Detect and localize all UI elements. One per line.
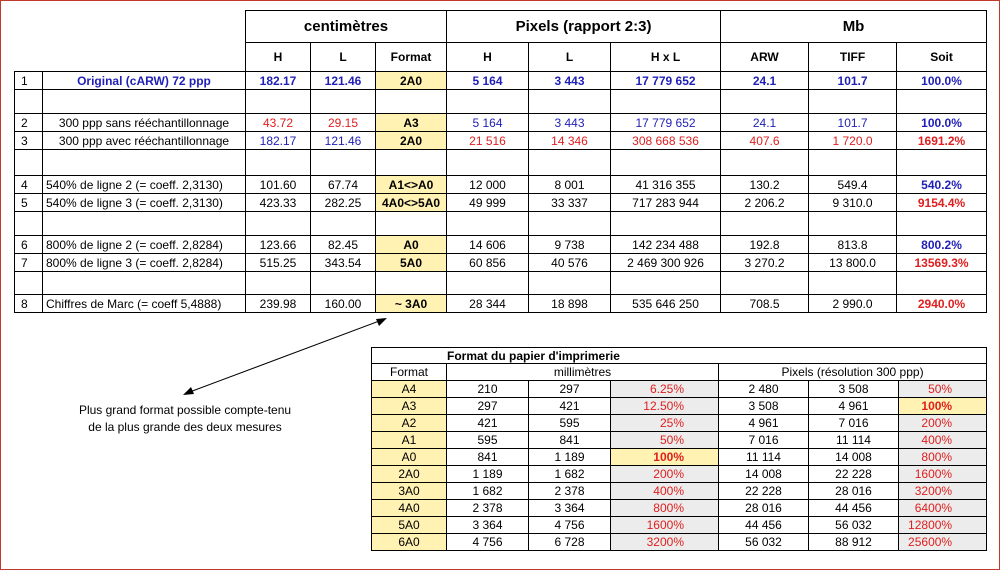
row-label: 300 ppp avec rééchantillonnage bbox=[43, 132, 246, 150]
cell-format: ~ 3A0 bbox=[376, 295, 447, 313]
paper-row bbox=[372, 449, 987, 466]
cell-l: 343.54 bbox=[311, 254, 376, 272]
cell-soit: 13569.3% bbox=[897, 254, 987, 272]
paper-cell-px-ratio: 6400% bbox=[899, 500, 987, 517]
cell-format: 2A0 bbox=[376, 132, 447, 150]
comparison-table bbox=[14, 10, 987, 313]
paper-cell-px-ratio: 50% bbox=[899, 381, 987, 398]
cell-tiff: 101.7 bbox=[809, 114, 897, 132]
paper-cell-px-w: 56 032 bbox=[719, 534, 809, 551]
row-number: 3 bbox=[15, 132, 43, 150]
paper-cell-mm-ratio: 800% bbox=[611, 500, 719, 517]
paper-cell-mm-w: 4 756 bbox=[447, 534, 529, 551]
table-row bbox=[15, 236, 987, 254]
cell-h: 239.98 bbox=[246, 295, 311, 313]
cell-soit: 1691.2% bbox=[897, 132, 987, 150]
paper-cell-format: 3A0 bbox=[372, 483, 447, 500]
paper-cell-mm-h: 6 728 bbox=[529, 534, 611, 551]
group-header-pixels: Pixels (rapport 2:3) bbox=[447, 11, 721, 43]
cell-arw: 130.2 bbox=[721, 176, 809, 194]
paper-cell-mm-ratio: 25% bbox=[611, 415, 719, 432]
paper-cell-mm-ratio: 50% bbox=[611, 432, 719, 449]
cell-arw: 192.8 bbox=[721, 236, 809, 254]
cell-l: 121.46 bbox=[311, 132, 376, 150]
cell-soit: 800.2% bbox=[897, 236, 987, 254]
paper-cell-px-h: 7 016 bbox=[809, 415, 899, 432]
table-row bbox=[15, 132, 987, 150]
cell-hxl: 2 469 300 926 bbox=[611, 254, 721, 272]
cell-arw: 24.1 bbox=[721, 114, 809, 132]
row-number: 6 bbox=[15, 236, 43, 254]
paper-cell-px-ratio: 100% bbox=[899, 398, 987, 415]
paper-col-mm: millimètres bbox=[447, 364, 719, 381]
cell-soit: 540.2% bbox=[897, 176, 987, 194]
cell-l: 282.25 bbox=[311, 194, 376, 212]
cell-px-h: 5 164 bbox=[447, 114, 529, 132]
row-label: 800% de ligne 2 (= coeff. 2,8284) bbox=[43, 236, 246, 254]
paper-cell-format: A2 bbox=[372, 415, 447, 432]
cell-px-h: 49 999 bbox=[447, 194, 529, 212]
paper-cell-mm-h: 421 bbox=[529, 398, 611, 415]
row-label: 300 ppp sans rééchantillonnage bbox=[43, 114, 246, 132]
corner-empty bbox=[15, 43, 43, 72]
paper-cell-format: A1 bbox=[372, 432, 447, 449]
paper-row bbox=[372, 398, 987, 415]
row-number: 1 bbox=[15, 72, 43, 90]
paper-cell-mm-w: 2 378 bbox=[447, 500, 529, 517]
paper-row bbox=[372, 466, 987, 483]
cell-arw: 2 206.2 bbox=[721, 194, 809, 212]
paper-cell-px-ratio: 400% bbox=[899, 432, 987, 449]
cell-px-l: 18 898 bbox=[529, 295, 611, 313]
cell-l: 82.45 bbox=[311, 236, 376, 254]
paper-cell-px-w: 3 508 bbox=[719, 398, 809, 415]
paper-cell-mm-ratio: 3200% bbox=[611, 534, 719, 551]
table-row bbox=[15, 194, 987, 212]
row-number: 5 bbox=[15, 194, 43, 212]
table-row bbox=[15, 176, 987, 194]
paper-cell-px-ratio: 200% bbox=[899, 415, 987, 432]
paper-cell-px-w: 44 456 bbox=[719, 517, 809, 534]
cell-l: 29.15 bbox=[311, 114, 376, 132]
row-number: 4 bbox=[15, 176, 43, 194]
paper-table-title: Format du papier d'imprimerie bbox=[372, 348, 987, 364]
cell-arw: 24.1 bbox=[721, 72, 809, 90]
paper-cell-px-w: 4 961 bbox=[719, 415, 809, 432]
col-header-arw: ARW bbox=[721, 43, 809, 72]
cell-format: 5A0 bbox=[376, 254, 447, 272]
paper-cell-mm-ratio: 100% bbox=[611, 449, 719, 466]
paper-cell-px-h: 3 508 bbox=[809, 381, 899, 398]
paper-cell-mm-h: 841 bbox=[529, 432, 611, 449]
row-number: 8 bbox=[15, 295, 43, 313]
cell-tiff: 549.4 bbox=[809, 176, 897, 194]
paper-cell-px-h: 56 032 bbox=[809, 517, 899, 534]
cell-tiff: 2 990.0 bbox=[809, 295, 897, 313]
annotation-note bbox=[40, 402, 330, 436]
cell-px-l: 8 001 bbox=[529, 176, 611, 194]
paper-cell-mm-h: 1 682 bbox=[529, 466, 611, 483]
paper-cell-px-h: 22 228 bbox=[809, 466, 899, 483]
paper-cell-px-ratio: 1600% bbox=[899, 466, 987, 483]
group-header-mb: Mb bbox=[721, 11, 987, 43]
note-line-2: de la plus grande des deux mesures bbox=[88, 420, 282, 434]
cell-hxl: 41 316 355 bbox=[611, 176, 721, 194]
paper-cell-mm-w: 595 bbox=[447, 432, 529, 449]
col-header-soit: Soit bbox=[897, 43, 987, 72]
col-header-format: Format bbox=[376, 43, 447, 72]
paper-cell-format: 5A0 bbox=[372, 517, 447, 534]
cell-h: 515.25 bbox=[246, 254, 311, 272]
paper-cell-format: A0 bbox=[372, 449, 447, 466]
cell-hxl: 717 283 944 bbox=[611, 194, 721, 212]
group-header-cm: centimètres bbox=[246, 11, 447, 43]
col-header-px-h: H bbox=[447, 43, 529, 72]
col-header-l: L bbox=[311, 43, 376, 72]
paper-row bbox=[372, 483, 987, 500]
paper-cell-mm-w: 3 364 bbox=[447, 517, 529, 534]
paper-cell-mm-w: 421 bbox=[447, 415, 529, 432]
col-header-tiff: TIFF bbox=[809, 43, 897, 72]
cell-h: 182.17 bbox=[246, 132, 311, 150]
paper-cell-px-h: 28 016 bbox=[809, 483, 899, 500]
cell-px-h: 12 000 bbox=[447, 176, 529, 194]
cell-px-h: 5 164 bbox=[447, 72, 529, 90]
cell-hxl: 142 234 488 bbox=[611, 236, 721, 254]
paper-row bbox=[372, 500, 987, 517]
cell-l: 160.00 bbox=[311, 295, 376, 313]
row-label: Chiffres de Marc (= coeff 5,4888) bbox=[43, 295, 246, 313]
paper-cell-px-h: 88 912 bbox=[809, 534, 899, 551]
paper-row bbox=[372, 415, 987, 432]
corner-empty bbox=[43, 11, 246, 43]
cell-soit: 2940.0% bbox=[897, 295, 987, 313]
paper-cell-format: A4 bbox=[372, 381, 447, 398]
cell-soit: 100.0% bbox=[897, 114, 987, 132]
corner-empty bbox=[43, 43, 246, 72]
cell-px-h: 28 344 bbox=[447, 295, 529, 313]
paper-cell-format: 2A0 bbox=[372, 466, 447, 483]
cell-hxl: 535 646 250 bbox=[611, 295, 721, 313]
paper-cell-mm-h: 595 bbox=[529, 415, 611, 432]
paper-cell-mm-h: 2 378 bbox=[529, 483, 611, 500]
cell-px-h: 60 856 bbox=[447, 254, 529, 272]
col-header-hxl: H x L bbox=[611, 43, 721, 72]
paper-cell-mm-w: 210 bbox=[447, 381, 529, 398]
paper-cell-px-ratio: 3200% bbox=[899, 483, 987, 500]
cell-arw: 708.5 bbox=[721, 295, 809, 313]
paper-cell-mm-h: 297 bbox=[529, 381, 611, 398]
table-row bbox=[15, 114, 987, 132]
cell-hxl: 17 779 652 bbox=[611, 114, 721, 132]
paper-cell-px-w: 11 114 bbox=[719, 449, 809, 466]
corner-empty bbox=[15, 11, 43, 43]
paper-cell-px-ratio: 12800% bbox=[899, 517, 987, 534]
cell-px-l: 9 738 bbox=[529, 236, 611, 254]
paper-cell-px-h: 44 456 bbox=[809, 500, 899, 517]
row-label: Original (cARW) 72 ppp bbox=[43, 72, 246, 90]
paper-col-px: Pixels (résolution 300 ppp) bbox=[719, 364, 987, 381]
paper-row bbox=[372, 381, 987, 398]
paper-cell-mm-w: 841 bbox=[447, 449, 529, 466]
cell-h: 43.72 bbox=[246, 114, 311, 132]
paper-cell-mm-w: 1 682 bbox=[447, 483, 529, 500]
row-label: 540% de ligne 2 (= coeff. 2,3130) bbox=[43, 176, 246, 194]
paper-cell-mm-ratio: 12.50% bbox=[611, 398, 719, 415]
cell-h: 423.33 bbox=[246, 194, 311, 212]
cell-hxl: 17 779 652 bbox=[611, 72, 721, 90]
cell-px-l: 40 576 bbox=[529, 254, 611, 272]
paper-cell-mm-h: 4 756 bbox=[529, 517, 611, 534]
row-label: 540% de ligne 3 (= coeff. 2,3130) bbox=[43, 194, 246, 212]
cell-tiff: 101.7 bbox=[809, 72, 897, 90]
row-number: 7 bbox=[15, 254, 43, 272]
paper-row bbox=[372, 517, 987, 534]
paper-cell-px-w: 2 480 bbox=[719, 381, 809, 398]
cell-px-h: 21 516 bbox=[447, 132, 529, 150]
paper-cell-mm-h: 1 189 bbox=[529, 449, 611, 466]
cell-tiff: 1 720.0 bbox=[809, 132, 897, 150]
paper-cell-mm-ratio: 200% bbox=[611, 466, 719, 483]
paper-cell-format: 4A0 bbox=[372, 500, 447, 517]
cell-tiff: 9 310.0 bbox=[809, 194, 897, 212]
paper-row bbox=[372, 534, 987, 551]
cell-hxl: 308 668 536 bbox=[611, 132, 721, 150]
cell-format: 4A0<>5A0 bbox=[376, 194, 447, 212]
paper-cell-mm-ratio: 400% bbox=[611, 483, 719, 500]
cell-arw: 407.6 bbox=[721, 132, 809, 150]
paper-cell-px-h: 14 008 bbox=[809, 449, 899, 466]
paper-cell-px-w: 14 008 bbox=[719, 466, 809, 483]
cell-soit: 100.0% bbox=[897, 72, 987, 90]
cell-tiff: 13 800.0 bbox=[809, 254, 897, 272]
cell-px-l: 3 443 bbox=[529, 114, 611, 132]
col-header-px-l: L bbox=[529, 43, 611, 72]
paper-cell-mm-ratio: 6.25% bbox=[611, 381, 719, 398]
paper-cell-px-h: 11 114 bbox=[809, 432, 899, 449]
row-label: 800% de ligne 3 (= coeff. 2,8284) bbox=[43, 254, 246, 272]
paper-cell-mm-ratio: 1600% bbox=[611, 517, 719, 534]
paper-cell-px-ratio: 25600% bbox=[899, 534, 987, 551]
table-row bbox=[15, 72, 987, 90]
cell-px-l: 14 346 bbox=[529, 132, 611, 150]
cell-h: 182.17 bbox=[246, 72, 311, 90]
cell-px-l: 3 443 bbox=[529, 72, 611, 90]
paper-cell-px-w: 28 016 bbox=[719, 500, 809, 517]
paper-row bbox=[372, 432, 987, 449]
cell-l: 121.46 bbox=[311, 72, 376, 90]
table-row bbox=[15, 295, 987, 313]
row-number: 2 bbox=[15, 114, 43, 132]
cell-format: A0 bbox=[376, 236, 447, 254]
cell-h: 101.60 bbox=[246, 176, 311, 194]
paper-cell-px-ratio: 800% bbox=[899, 449, 987, 466]
paper-cell-px-h: 4 961 bbox=[809, 398, 899, 415]
paper-cell-mm-w: 297 bbox=[447, 398, 529, 415]
col-header-h: H bbox=[246, 43, 311, 72]
note-line-1: Plus grand format possible compte-tenu bbox=[78, 403, 292, 417]
cell-tiff: 813.8 bbox=[809, 236, 897, 254]
paper-format-table bbox=[371, 347, 987, 551]
cell-px-l: 33 337 bbox=[529, 194, 611, 212]
cell-format: A1<>A0 bbox=[376, 176, 447, 194]
paper-cell-format: A3 bbox=[372, 398, 447, 415]
table-row bbox=[15, 254, 987, 272]
cell-l: 67.74 bbox=[311, 176, 376, 194]
cell-px-h: 14 606 bbox=[447, 236, 529, 254]
cell-arw: 3 270.2 bbox=[721, 254, 809, 272]
cell-soit: 9154.4% bbox=[897, 194, 987, 212]
paper-cell-format: 6A0 bbox=[372, 534, 447, 551]
paper-cell-px-w: 22 228 bbox=[719, 483, 809, 500]
paper-cell-mm-h: 3 364 bbox=[529, 500, 611, 517]
paper-col-format: Format bbox=[372, 364, 447, 381]
cell-format: A3 bbox=[376, 114, 447, 132]
paper-cell-px-w: 7 016 bbox=[719, 432, 809, 449]
cell-format: 2A0 bbox=[376, 72, 447, 90]
paper-cell-mm-w: 1 189 bbox=[447, 466, 529, 483]
cell-h: 123.66 bbox=[246, 236, 311, 254]
